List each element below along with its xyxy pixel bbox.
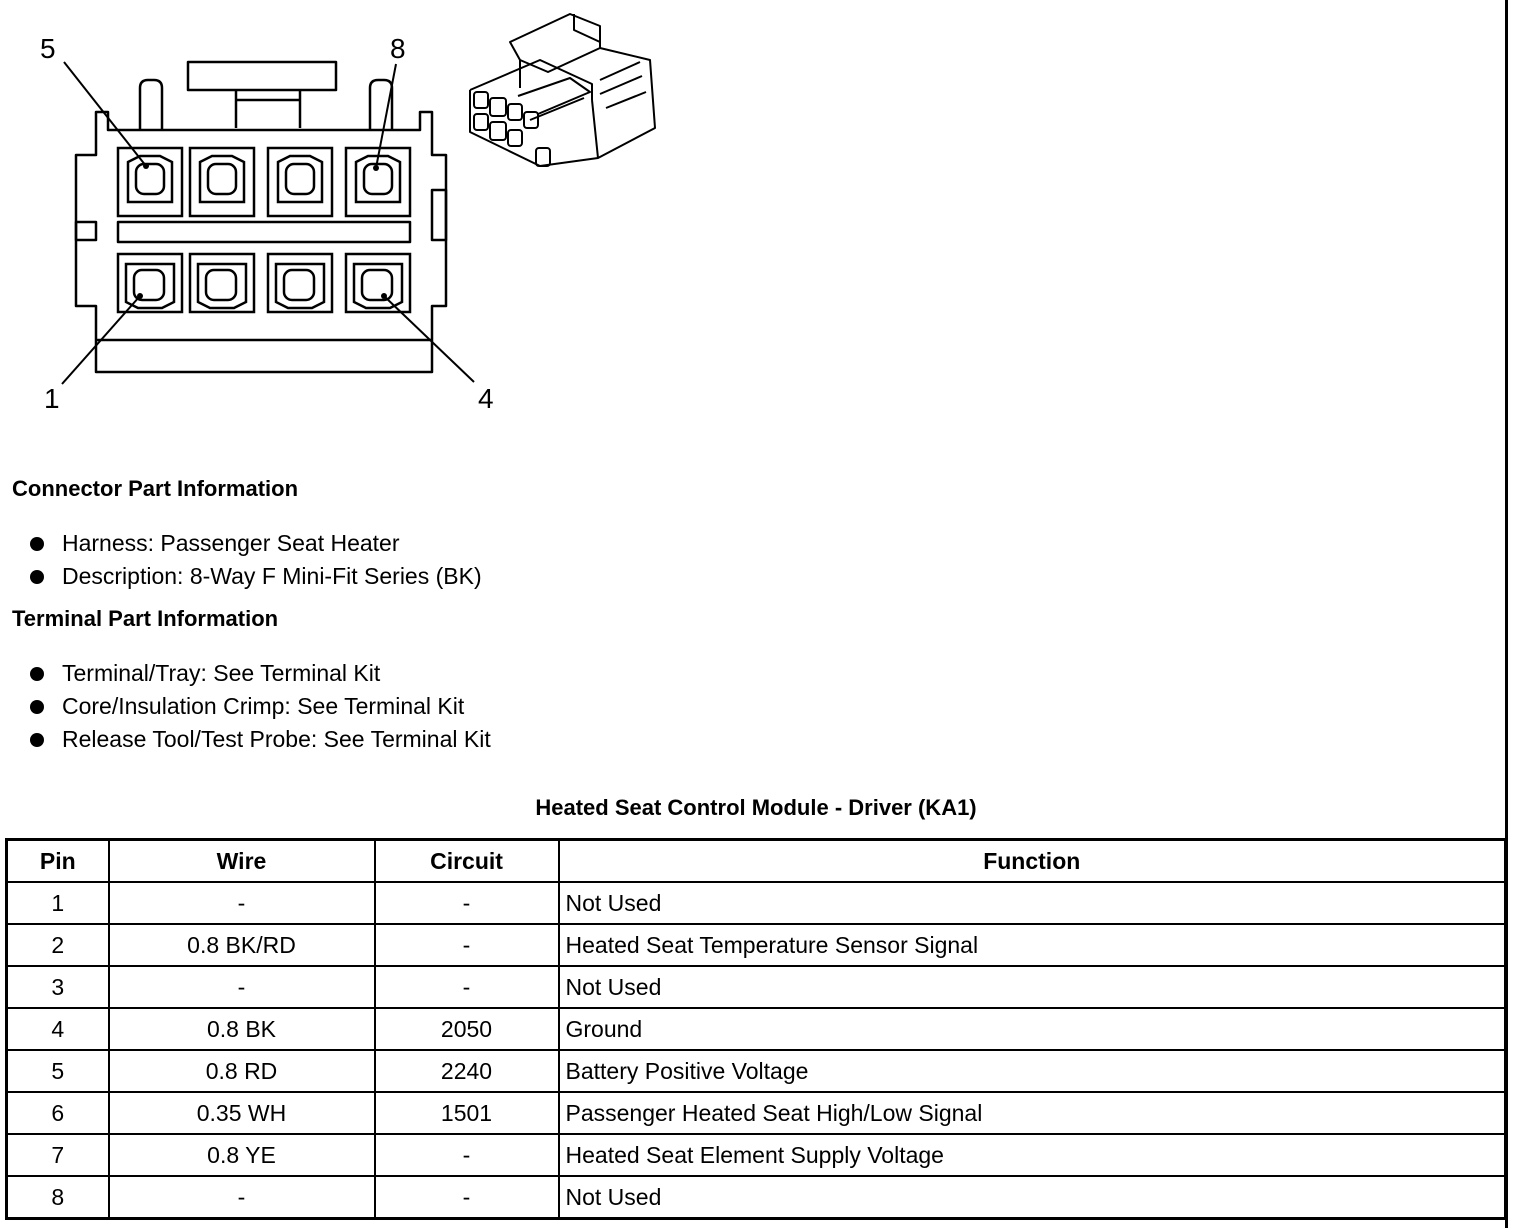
wire-cell: 0.8 RD bbox=[109, 1050, 375, 1092]
pin-cell: 4 bbox=[7, 1008, 109, 1050]
circuit-cell: - bbox=[375, 882, 559, 924]
table-row bbox=[7, 1008, 1506, 1050]
cavity-4 bbox=[346, 254, 410, 312]
cavity-1 bbox=[118, 254, 182, 312]
function-cell: Ground bbox=[559, 1008, 1506, 1050]
column-header-wire: Wire bbox=[109, 840, 375, 883]
list-item: Release Tool/Test Probe: See Terminal Kit bbox=[28, 723, 491, 756]
list-item: Description: 8-Way F Mini-Fit Series (BK) bbox=[28, 560, 482, 593]
wire-cell: 0.8 YE bbox=[109, 1134, 375, 1176]
connector-diagram bbox=[0, 0, 700, 440]
function-cell: Not Used bbox=[559, 1176, 1506, 1219]
cavity-5 bbox=[118, 148, 182, 216]
column-header-pin: Pin bbox=[7, 840, 109, 883]
function-cell: Heated Seat Temperature Sensor Signal bbox=[559, 924, 1506, 966]
table-row bbox=[7, 1092, 1506, 1134]
circuit-cell: - bbox=[375, 924, 559, 966]
bullet-icon bbox=[30, 733, 44, 747]
table-row bbox=[7, 1050, 1506, 1092]
wire-cell: - bbox=[109, 966, 375, 1008]
column-header-circuit: Circuit bbox=[375, 840, 559, 883]
cavity-2 bbox=[190, 254, 254, 312]
circuit-cell: - bbox=[375, 1176, 559, 1219]
circuit-cell: 1501 bbox=[375, 1092, 559, 1134]
pin-callout-8: 8 bbox=[390, 33, 406, 64]
pinout-table bbox=[5, 838, 1507, 1220]
connector-isometric-view bbox=[470, 14, 655, 166]
function-cell: Heated Seat Element Supply Voltage bbox=[559, 1134, 1506, 1176]
list-item: Harness: Passenger Seat Heater bbox=[28, 527, 482, 560]
bullet-icon bbox=[30, 667, 44, 681]
pin-cell: 5 bbox=[7, 1050, 109, 1092]
bullet-icon bbox=[30, 700, 44, 714]
pin-callout-1: 1 bbox=[44, 383, 60, 414]
function-cell: Not Used bbox=[559, 882, 1506, 924]
cavity-3 bbox=[268, 254, 332, 312]
list-item: Terminal/Tray: See Terminal Kit bbox=[28, 657, 491, 690]
table-row bbox=[7, 1176, 1506, 1219]
function-cell: Battery Positive Voltage bbox=[559, 1050, 1506, 1092]
column-header-function: Function bbox=[559, 840, 1506, 883]
function-cell: Not Used bbox=[559, 966, 1506, 1008]
bullet-icon bbox=[30, 537, 44, 551]
table-row bbox=[7, 924, 1506, 966]
pin-cell: 7 bbox=[7, 1134, 109, 1176]
pin-cell: 1 bbox=[7, 882, 109, 924]
circuit-cell: - bbox=[375, 1134, 559, 1176]
list-item: Core/Insulation Crimp: See Terminal Kit bbox=[28, 690, 491, 723]
pin-cell: 6 bbox=[7, 1092, 109, 1134]
pin-callout-4: 4 bbox=[478, 383, 494, 414]
pin-cell: 8 bbox=[7, 1176, 109, 1219]
terminal-info-list bbox=[28, 657, 491, 756]
table-header-row bbox=[7, 840, 1506, 883]
table-title: Heated Seat Control Module - Driver (KA1) bbox=[535, 795, 977, 820]
function-cell: Passenger Heated Seat High/Low Signal bbox=[559, 1092, 1506, 1134]
cavity-6 bbox=[190, 148, 254, 216]
circuit-cell: 2050 bbox=[375, 1008, 559, 1050]
pin-cell: 3 bbox=[7, 966, 109, 1008]
wire-cell: - bbox=[109, 882, 375, 924]
pin-callout-5: 5 bbox=[40, 33, 56, 64]
bullet-icon bbox=[30, 570, 44, 584]
wire-cell: - bbox=[109, 1176, 375, 1219]
terminal-info-heading: Terminal Part Information bbox=[12, 606, 279, 631]
table-row bbox=[7, 1134, 1506, 1176]
connector-ear-left bbox=[140, 80, 162, 130]
pin-cell: 2 bbox=[7, 924, 109, 966]
circuit-cell: 2240 bbox=[375, 1050, 559, 1092]
wire-cell: 0.8 BK bbox=[109, 1008, 375, 1050]
circuit-cell: - bbox=[375, 966, 559, 1008]
connector-info-heading: Connector Part Information bbox=[12, 476, 299, 501]
cavity-7 bbox=[268, 148, 332, 216]
connector-latch bbox=[188, 62, 336, 90]
wire-cell: 0.35 WH bbox=[109, 1092, 375, 1134]
wire-cell: 0.8 BK/RD bbox=[109, 924, 375, 966]
connector-info-list bbox=[28, 527, 482, 593]
leader-line-5 bbox=[64, 62, 146, 166]
table-row bbox=[7, 966, 1506, 1008]
table-row bbox=[7, 882, 1506, 924]
